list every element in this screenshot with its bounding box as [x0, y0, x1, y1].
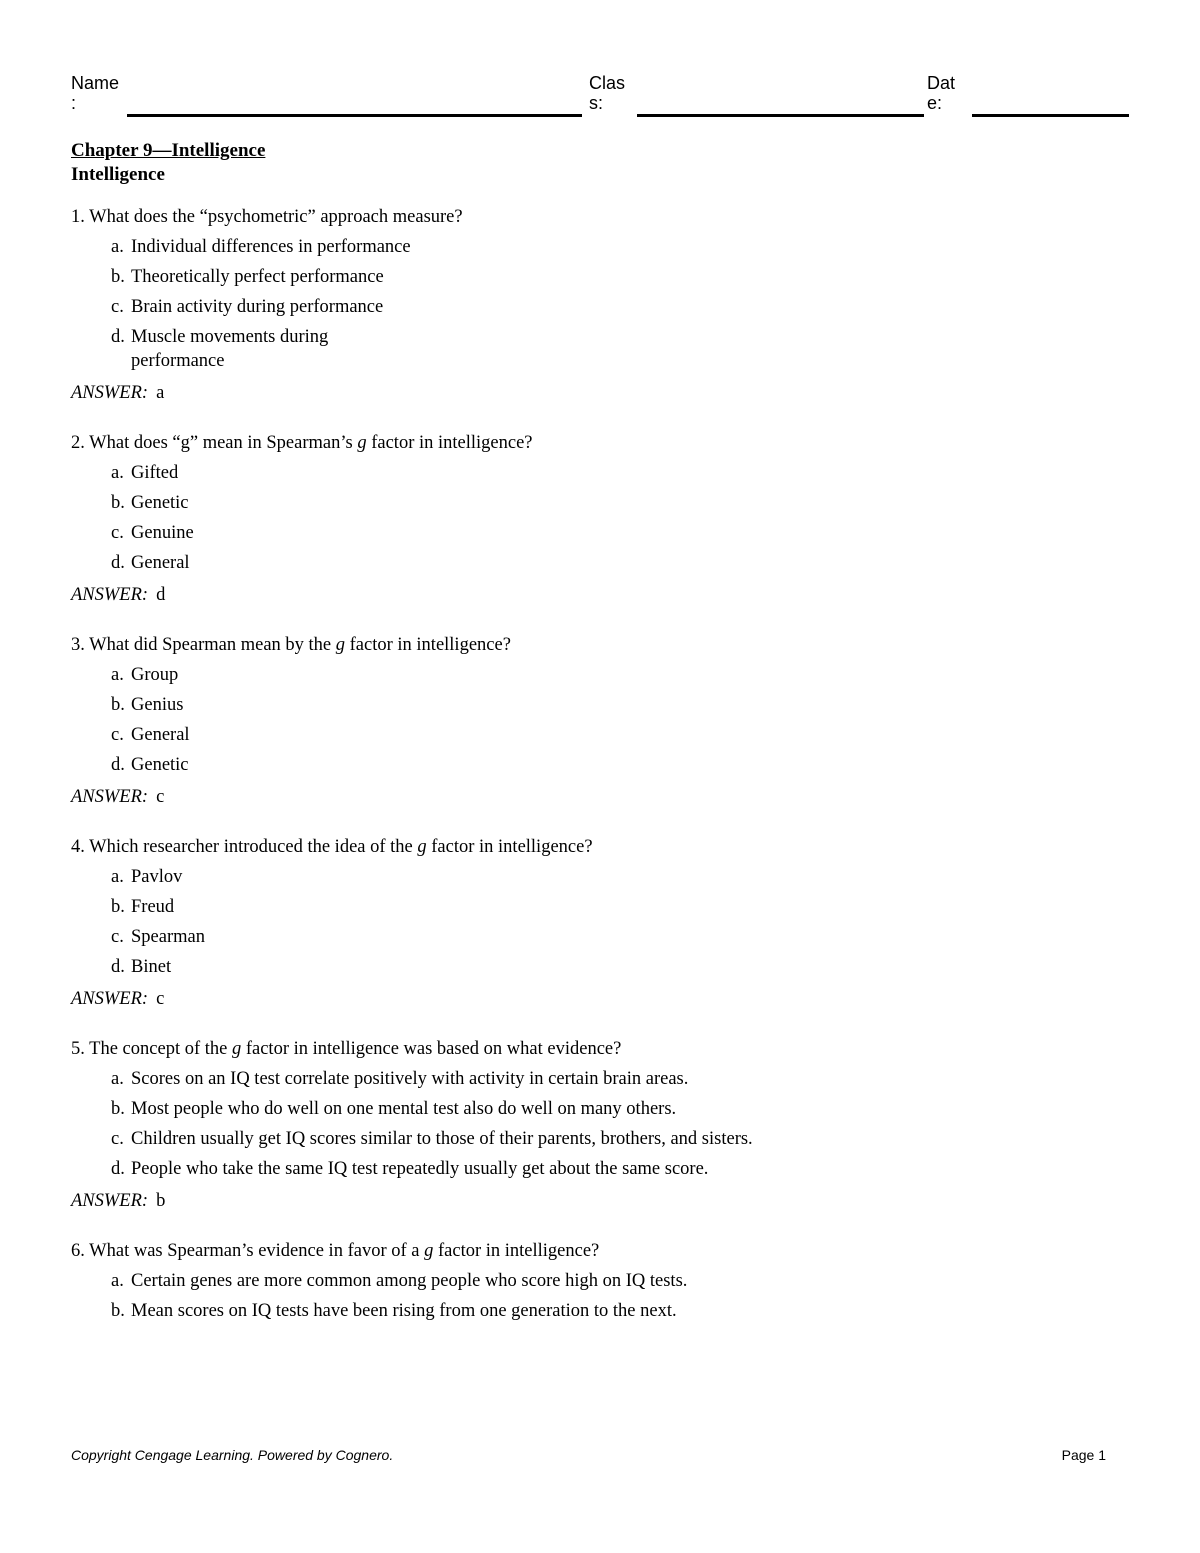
question-stem: 4. Which researcher introduced the idea of the g factor in intelligence? — [71, 837, 593, 857]
date-field-line[interactable] — [972, 114, 1129, 117]
question-stem: 6. What was Spearman’s evidence in favor of a g factor in intelligence? — [71, 1241, 600, 1261]
date-label: Dat e: — [927, 73, 956, 113]
option-a: a. Scores on an IQ test correlate positively with activity in certain brain areas. — [111, 1069, 689, 1089]
answer: ANSWER: c — [71, 989, 165, 1009]
question-list — [71, 205, 831, 1323]
option-d: d. Genetic — [111, 755, 189, 775]
option-c: c. Spearman — [111, 927, 205, 947]
option-b: b. Freud — [111, 897, 175, 917]
option-a: a. Pavlov — [111, 867, 183, 887]
question-stem: 3. What did Spearman mean by the g factor in intelligence? — [71, 635, 511, 655]
question-2 — [71, 431, 831, 607]
option-b: b. Theoretically perfect performance — [111, 267, 384, 287]
question-1 — [71, 205, 831, 405]
option-c: c. Children usually get IQ scores similar to those of their parents, brothers, and sisters. — [111, 1129, 753, 1149]
option-b: b. Most people who do well on one mental test also do well on many others. — [111, 1099, 677, 1119]
option-b: b. Genetic — [111, 493, 189, 513]
option-b: b. Genius — [111, 695, 184, 715]
question-5 — [71, 1037, 831, 1213]
class-label: Clas s: — [589, 73, 626, 113]
option-d: d. Binet — [111, 957, 172, 977]
name-field-line[interactable] — [127, 114, 582, 117]
option-c: c. General — [111, 725, 190, 745]
document-title — [71, 139, 265, 187]
question-stem: 1. What does the “psychometric” approach measure? — [71, 207, 463, 227]
page-number: Page 1 — [1061, 1447, 1106, 1463]
option-c: c. Brain activity during performance — [111, 297, 384, 317]
question-stem: 2. What does “g” mean in Spearman’s g factor in intelligence? — [71, 433, 533, 453]
option-a: a. Group — [111, 665, 179, 685]
question-6 — [71, 1239, 831, 1323]
class-field-line[interactable] — [637, 114, 924, 117]
question-stem: 5. The concept of the g factor in intelligence was based on what evidence? — [71, 1039, 622, 1059]
option-d: d. Muscle movements during performance — [111, 327, 329, 371]
option-a: a. Certain genes are more common among people who score high on IQ tests. — [111, 1271, 688, 1291]
answer: ANSWER: d — [71, 585, 166, 605]
option-a: a. Gifted — [111, 463, 179, 483]
copyright-footer: Copyright Cengage Learning. Powered by Cognero. — [71, 1447, 394, 1463]
option-c: c. Genuine — [111, 523, 194, 543]
chapter-title: Chapter 9—Intelligence — [71, 140, 266, 161]
question-4 — [71, 835, 831, 1011]
answer: ANSWER: c — [71, 787, 165, 807]
option-b: b. Mean scores on IQ tests have been rising from one generation to the next. — [111, 1301, 677, 1321]
question-3 — [71, 633, 831, 809]
option-d: d. General — [111, 553, 190, 573]
section-title: Intelligence — [71, 164, 165, 185]
option-d: d. People who take the same IQ test repeatedly usually get about the same score. — [111, 1159, 709, 1179]
name-label: Name : — [71, 73, 120, 113]
answer: ANSWER: b — [71, 1191, 166, 1211]
option-a: a. Individual differences in performance — [111, 237, 411, 257]
answer: ANSWER: a — [71, 383, 165, 403]
